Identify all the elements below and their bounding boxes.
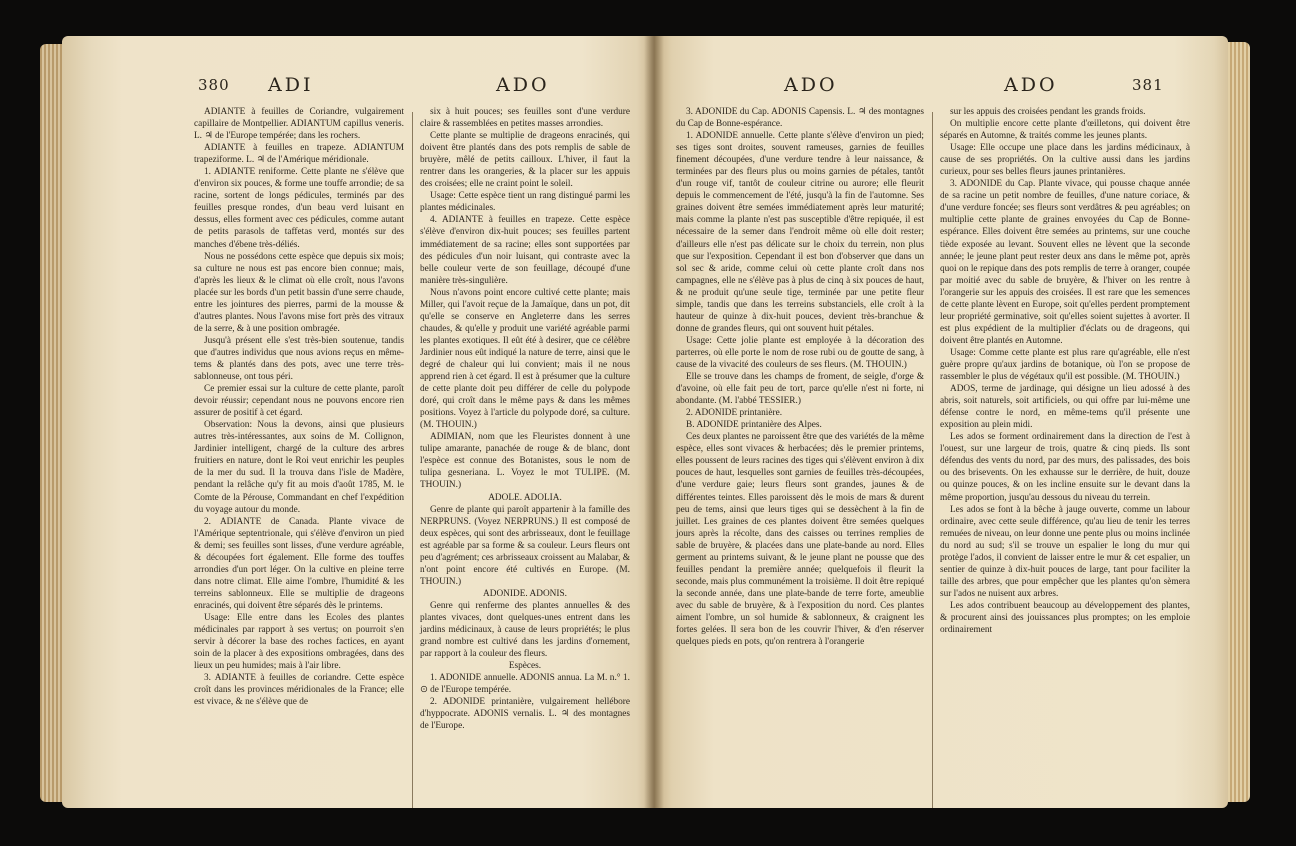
paragraph: 3. ADONIDE du Cap. Plante vivace, qui pousse chaque année de sa racine un petit nombre de feuilles, d'une nature coriace, & d'une verdure foncée; ses fleurs sont verdâtres & peu agréables; on multiplie cette plante de graines envoyées du Cap de Bonne-espérance. Elles doivent être semées au printems, sur une couche tiède exposée au levant. Souvent elles ne lèvent que la seconde année; le jeune plant peut rester deux ans dans le même pot, après quoi on le repique dans des pots remplis de terre à oranger, coupée par moitié avec du sable de bruyère, & l'hiver on les rentre à l'orangerie sur les appuis des croisées. Il est rare que les semences de cette plante lèvent en Europe, soit qu'elles perdent promptement leur propriété germinative, soit qu'elles soient sujettes à avorter. Il est plus expédient de la multiplier d'éclats ou de drageons, qui doivent être plantés en Automne. — [940, 179, 1190, 346]
paragraph: 2. ADONIDE printanière. — [686, 408, 783, 419]
right-running-head — [654, 76, 1228, 98]
page-number: 380 — [198, 76, 230, 94]
paragraph: ADOS, terme de jardinage, qui désigne un lieu adossé à des abris, soit naturels, soit artificiels, ou qui offre par lui-même une défense contre le nord, en même-tems qu'il présente une exposition au plein midi. — [940, 384, 1190, 431]
paragraph: ADIANTE à feuilles de Coriandre, vulgairement capillaire de Montpellier. ADIANTUM capillus veneris. L. ♃ de l'Europe tempérée; dans les rochers. — [194, 107, 404, 142]
column-rule — [932, 112, 933, 808]
paragraph: 1. ADIANTE reniforme. Cette plante ne s'élève que d'environ six pouces, & forme une touffe arrondie; de sa racine, sortent de longs pédicules, terminés par des feuilles presque rondes, d'un beau verd luisant en dessus, elles forment avec ces pédicules, comme autant de petits parasols de taffetas verd, montés sur des manches d'ébene très-déliés. — [194, 167, 404, 250]
paragraph: Usage: Comme cette plante est plus rare qu'agréable, elle n'est guère propre qu'aux jardins de botanique, où l'on se propose de rassembler le plus de végétaux qu'il est possible. (M. THOUIN.) — [940, 347, 1190, 383]
paragraph: 4. ADIANTE à feuilles en trapeze. Cette espèce s'élève d'environ dix-huit pouces; ses feuilles partent immédiatement de sa racine; elles sont supportées par des pédicules d'un noir luisant, qui contraste avec la belle couleur verte de son feuillage, découpé d'une manière très-singulière. — [420, 215, 630, 286]
column-heading: ADO — [784, 74, 838, 96]
paragraph: six à huit pouces; ses feuilles sont d'une verdure claire & rassemblées en petites masses arrondies. — [420, 107, 630, 130]
paragraph: 2. ADONIDE printanière, vulgairement hellébore d'hyppocrate. ADONIS vernalis. L. ♃ des montagnes de l'Europe. — [420, 697, 630, 732]
text-column-right-1 — [676, 106, 924, 648]
column-heading: ADO — [1004, 74, 1058, 96]
text-column-left-1 — [194, 106, 404, 708]
paragraph: Elle se trouve dans les champs de froment, de seigle, d'orge & d'avoine, où elle fait peu de tort, parce qu'elle n'est ni forte, ni abondante. (M. l'abbé TESSIER.) — [676, 372, 924, 407]
paragraph: ADIMIAN, nom que les Fleuristes donnent à une tulipe amarante, panachée de rouge & de blanc, dont l'espèce est connue des Botanistes, sous le nom de tulipa gesneriana. L. Voyez le mot TULIPE. (M. THOUIN.) — [420, 432, 630, 491]
paragraph: ADIANTE à feuilles en trapeze. ADIANTUM trapeziforme. L. ♃ de l'Amérique méridionale. — [194, 143, 404, 166]
paragraph: Les ados contribuent beaucoup au développement des plantes, & procurent ainsi des jouissances plus promptes; on les emploie ordinairement — [940, 600, 1190, 636]
left-running-head — [62, 76, 654, 98]
paragraph: 1. ADONIDE annuelle. Cette plante s'élève d'environ un pied; ses tiges sont droites, souvent rameuses, garnies de feuilles finement découpées, d'une verdure tendre à leur naissance, & terminées par des fleurs plus ou moins garnies de pétales, tantôt d'un rouge vif, tantôt de couleur citrine ou aurore; elle fleurit depuis le commencement de l'été, jusqu'à la fin de l'automne. Ses graines doivent être semées immédiatement après leur maturité; mais comme la plante n'est pas susceptible d'être repiquée, il est nécessaire de la semer dans l'endroit même où elle doit rester; d'ailleurs elle n'est pas délicate sur le choix du terrein, non plus que sur l'exposition. Cependant il est bon d'observer que dans un sol sec & aride, comme celui où cette plante croît dans nos campagnes, elle ne s'élève pas à plus de cinq à six pouces de haut, & ne produit qu'une seule tige, terminée par une petite fleur simple, tandis que dans les terreins substanciels, elle croît à la hauteur de quinze à dix-huit pouces, devient très-branchue & donne de grandes fleurs, qui ont souvent huit pétales. — [676, 131, 924, 334]
paragraph: Espèces. — [508, 661, 542, 672]
paragraph: ADONIDE. ADONIS. — [483, 588, 567, 599]
paragraph: Les ados se font à la bêche à jauge ouverte, comme un labour ordinaire, avec cette seule différence, qu'au lieu de tenir les terres remuées de niveau, on leur donne une pente plus ou moins inclinée du nord au sud; s'il se trouve un espalier le long du mur qui protège l'ados, il convient de laisser entre le mur & cet espalier, un sentier de quinze à dix-huit pouces de large, tant pour faciliter la taille des arbres, que pour empêcher que les plantes qu'on sèmera sur l'ados ne nuisent aux arbres. — [940, 504, 1190, 599]
left-page — [62, 36, 654, 808]
paragraph: 3. ADONIDE du Cap. ADONIS Capensis. L. ♃ des montagnes du Cap de Bonne-espérance. — [676, 107, 924, 130]
text-column-left-2 — [420, 106, 630, 732]
paragraph: Genre de plante qui paroît appartenir à la famille des NERPRUNS. (Voyez NERPRUNS.) Il est composé de deux espèces, qui sont des arbrisseaux, dont le feuillage est agréable par sa forme & sa couleur. Leurs fleurs ont peu d'agrément; ces arbrisseaux croissent au Malabar, & n'ont point encore été cultivés en Europe. (M. THOUIN.) — [420, 504, 630, 587]
column-rule — [412, 112, 413, 808]
paragraph: On multiplie encore cette plante d'œilletons, qui doivent être séparés en Automne, & traités comme les jeunes plants. — [940, 119, 1190, 142]
right-page — [654, 36, 1228, 808]
page-number: 381 — [1132, 76, 1164, 94]
paragraph: Nous ne possédons cette espèce que depuis six mois; sa culture ne nous est pas encore bien connue; mais, d'après les lieux & le climat où elle croît, nous l'avons placée sur les bords d'un petit bassin d'une serre chaude, entre les jointures des pierres, parmi de la mousse & d'autres plantes. Nous l'avons mise fort près des vitraux de la serre, & à une position ombragée. — [194, 251, 404, 334]
paragraph: Cette plante se multiplie de drageons enracinés, qui doivent être plantés dans des pots remplis de sable de bruyère, mêlé de petits cailloux. L'hiver, il faut la rentrer dans les orangeries, & la placer sur les appuis des croisées; elle ne craint point le soleil. — [420, 131, 630, 190]
paragraph: Usage: Cette espèce tient un rang distingué parmi les plantes médicinales. — [420, 191, 630, 214]
column-heading: ADO — [496, 74, 550, 96]
book-gutter — [644, 36, 664, 808]
paragraph: Genre qui renferme des plantes annuelles & des plantes vivaces, dont quelques-unes entrent dans les jardins médicinaux, à cause de leurs propriétés; le plus grand nombre est cultivé dans les jardins d'ornement, par rapport à la couleur des fleurs. — [420, 600, 630, 660]
paragraph: Usage: Cette jolie plante est employée à la décoration des parterres, où elle porte le nom de rose rubi ou de goutte de sang, à cause de la vivacité des couleurs de ses fleurs. (M. THOUIN.) — [676, 335, 924, 370]
paragraph: Usage: Elle occupe une place dans les jardins médicinaux, à cause de ses propriétés. On la cultive aussi dans les jardins curieux, pour ses belles fleurs jaunes printanières. — [940, 143, 1190, 178]
column-heading: ADI — [268, 74, 314, 96]
paragraph: Ce premier essai sur la culture de cette plante, paroît devoir réussir; cependant nous ne pouvons encore rien assurer de positif à cet égard. — [194, 384, 404, 419]
paragraph: sur les appuis des croisées pendant les grands froids. — [950, 107, 1146, 117]
paragraph: Nous n'avons point encore cultivé cette plante; mais Miller, qui l'avoit reçue de la Jamaïque, dans un pot, dit qu'elle se conserve en Angleterre dans les serres chaudes, & qu'elle y produit une variété agréable parmi les plantes exotiques. Il eût été à desirer, que ce célèbre Jardinier nous eût indiqué la nature de terre, ainsi que le degré de chaleur qui lui convient; mais il ne nous apprend rien à cet égard. Il est à présumer que la culture de cette plante doit peu différer de celle du polypode doré, qui croît dans le même pays & dans les mêmes positions. Voyez à l'article du polypode doré, sa culture. (M. THOUIN.) — [420, 287, 630, 431]
paragraph: Les ados se forment ordinairement dans la direction de l'est à l'ouest, sur une largeur de trois, quatre & cinq pieds. Ils sont défendus des vents du nord, par des murs, des palissades, des bois ou des brisevents. On les exhausse sur le derrière, de huit, douze ou quinze pouces, & on les incline ensuite sur le devant dans la même proportion, jusqu'au dessous du niveau du terrein. — [940, 432, 1190, 503]
paragraph: Jusqu'à présent elle s'est très-bien soutenue, tandis que d'autres individus que nous avions reçus en même-tems & plantés dans des pots, avec une terre très-sablonneuse, ont tous péri. — [194, 335, 404, 383]
paragraph: 1. ADONIDE annuelle. ADONIS annua. La M. n.° 1. ⊙ de l'Europe tempérée. — [420, 673, 630, 696]
paragraph: Usage: Elle entre dans les Ecoles des plantes médicinales par rapport à ses vertus; on pourroit s'en servir à décorer la base des roches factices, en ayant soin de la placer à des expositions ombragées, dans des lieux un peu humides; mais à l'air libre. — [194, 612, 404, 672]
paragraph: Ces deux plantes ne paroissent être que des variétés de la même espèce, elles sont vivaces & herbacées; dès le premier printems, elles poussent de leurs racines des tiges qui s'élèvent environ à dix pouces de haut, lesquelles sont garnies de feuilles très-découpées, d'une verdure gaie; leurs fleurs sont grandes, jaunes & de différentes teintes. Elles paroissent dès le mois de mars & durent peu de tems, ainsi que leurs tiges qui se dessèchent à la fin de juillet. Les graines de ces plantes doivent être semées quelques jours après la récolte, dans des caisses ou terrines remplies de sable de bruyère, & placées dans une plate-bande au nord. Elles germent au printems suivant, & le jeune plant ne pousse que des feuilles pendant la première année; quelquefois il fleurit la seconde, mais plus communément la troisième. Il doit être repiqué la seconde année, dans une plate-bande de terre forte, ameublie avec du sable de bruyère, & à l'exposition du nord. Ces plantes aiment l'ombre, un sol humide & sablonneux, & craignent les fortes gelées. Il sera bon de les couvrir l'hiver, & d'en réserver quelques pieds en pots, qu'on rentrera à l'orangerie — [676, 432, 924, 648]
paragraph: B. ADONIDE printanière des Alpes. — [686, 420, 822, 431]
text-column-right-2 — [940, 106, 1190, 636]
paragraph: 2. ADIANTE de Canada. Plante vivace de l'Amérique septentrionale, qui s'élève d'environ un pied & demi; ses feuilles sont lisses, d'une verdure agréable, & découpées fort également. Elle forme des touffes arrondies d'un port léger. On la cultive en pleine terre dans notre climat. Elle aime l'ombre, l'humidité & les terreins sablonneux. Elle se multiplie de drageons enracinés, qui doivent être séparés dès le printems. — [194, 516, 404, 611]
paragraph: 3. ADIANTE à feuilles de coriandre. Cette espèce croît dans les provinces méridionales de la France; elle est vivace, & ne s'élève que de — [194, 673, 404, 708]
paragraph: Observation: Nous la devons, ainsi que plusieurs autres très-intéressantes, aux soins de M. Collignon, Jardinier intelligent, chargé de la culture des arbres fruitiers en nature, dont le Roi veut enrichir les peuples de la mer du sud. Il la trouva dans l'isle de Madère, pendant la relâche qu'y fit au mois d'août 1785, M. le Comte de la Pérouse, Commandant en chef l'expédition du voyage autour du monde. — [194, 420, 404, 515]
paragraph: ADOLE. ADOLIA. — [488, 492, 562, 503]
